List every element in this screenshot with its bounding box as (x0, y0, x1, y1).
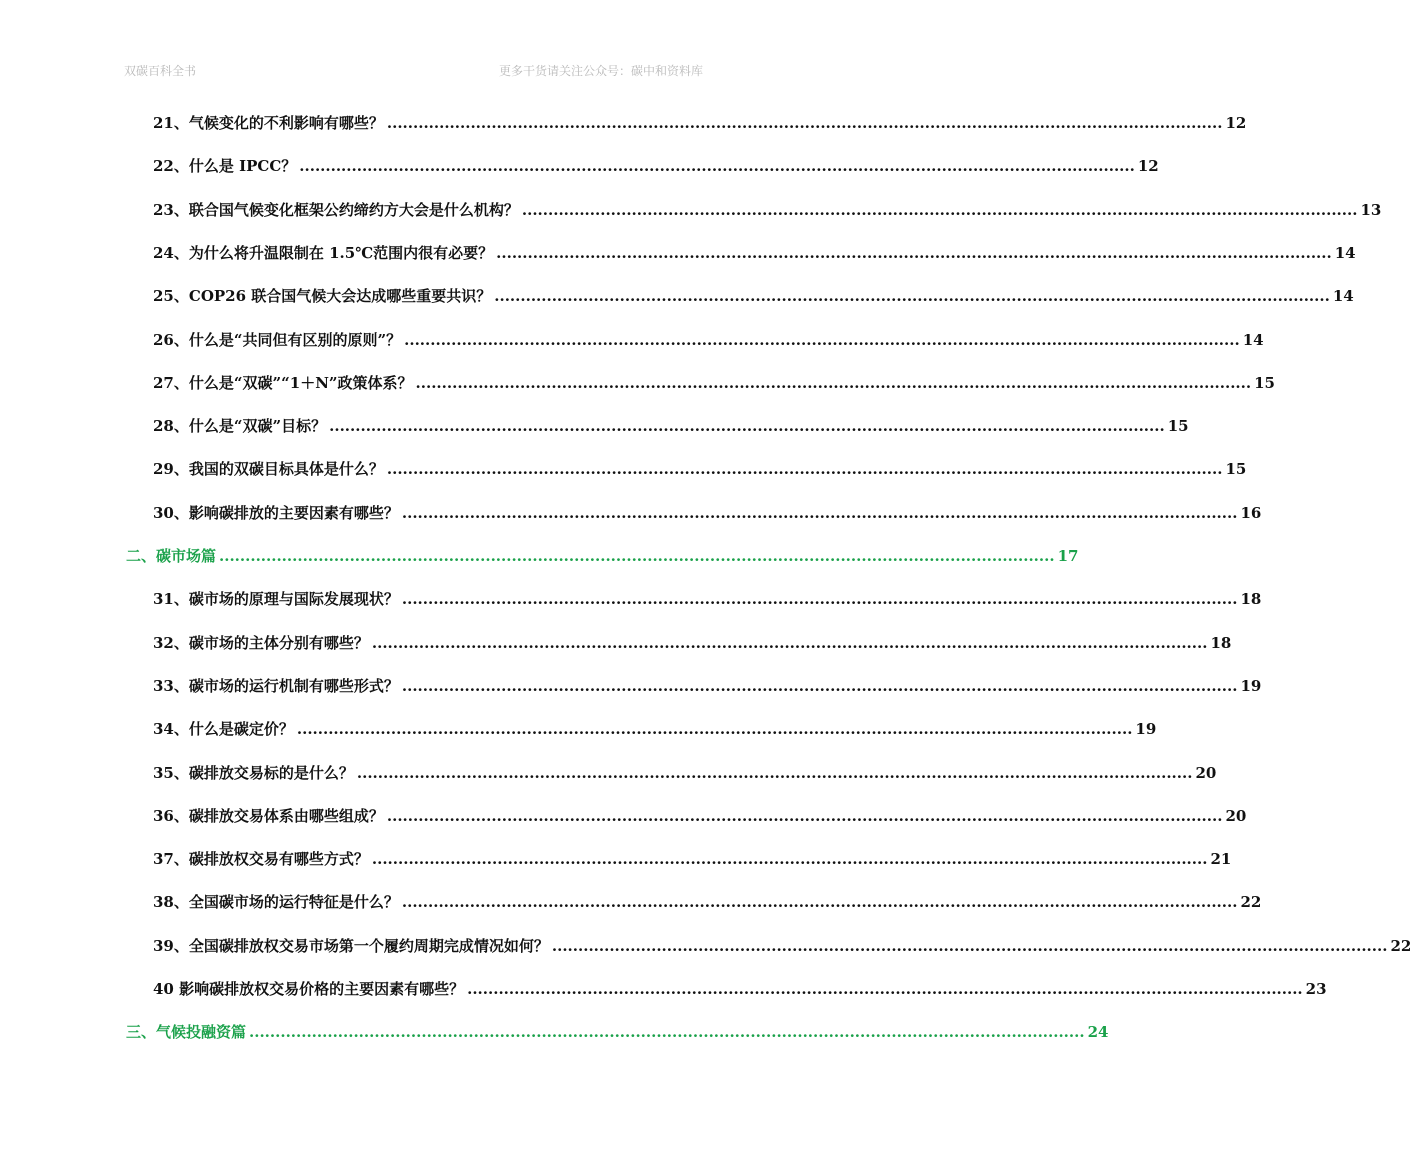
header-right-text: 更多干货请关注公众号：碳中和资料库 (498, 64, 703, 78)
toc-entry-row[interactable] (0, 109, 1247, 137)
toc-dot-leader: ................................................................................................................................................................ (371, 633, 1208, 652)
toc-entry-row[interactable] (0, 499, 1262, 527)
toc-page-number: 22 (1240, 893, 1262, 912)
toc-entry-row[interactable] (0, 845, 1232, 873)
toc-entry-row[interactable] (0, 932, 1411, 960)
toc-entry-title: 24、为什么将升温限制在 1.5℃范围内很有必要？ (153, 243, 494, 262)
toc-entry-title: 34、什么是碳定价？ (153, 720, 294, 739)
toc-page-number: 15 (1225, 460, 1247, 479)
toc-section-link[interactable] (126, 542, 1079, 570)
toc-dot-leader: ................................................................................................................................................................ (219, 547, 1055, 565)
toc-entry-title: 35、碳排放交易标的是什么？ (153, 763, 354, 782)
toc-entry-title: 37、碳排放权交易有哪些方式？ (153, 850, 369, 869)
toc-dot-leader: ................................................................................................................................................................ (496, 243, 1332, 262)
toc-entry-link[interactable] (153, 629, 1232, 657)
toc-dot-leader: ................................................................................................................................................................ (371, 850, 1208, 869)
toc-dot-leader: ................................................................................................................................................................ (386, 460, 1223, 479)
toc-entry-row[interactable] (0, 802, 1247, 830)
toc-entry-row[interactable] (0, 759, 1217, 787)
toc-entry-title: 二、碳市场篇 (126, 547, 217, 565)
toc-entry-link[interactable] (153, 932, 1411, 960)
toc-page-number: 23 (1305, 980, 1327, 998)
toc-page-number: 14 (1332, 287, 1354, 306)
toc-entry-title: 32、碳市场的主体分别有哪些？ (153, 633, 369, 652)
toc-dot-leader: ................................................................................................................................................................ (467, 980, 1303, 998)
toc-entry-row[interactable] (0, 975, 1327, 1003)
toc-entry-link[interactable] (153, 196, 1382, 224)
toc-entry-row[interactable] (0, 888, 1262, 916)
toc-entry-title: 36、碳排放交易体系由哪些组成？ (153, 806, 384, 825)
toc-entry-row[interactable] (0, 152, 1159, 180)
toc-entry-link[interactable] (153, 585, 1262, 613)
toc-page-number: 18 (1210, 633, 1232, 652)
toc-entry-title: 31、碳市场的原理与国际发展现状？ (153, 590, 399, 609)
toc-entry-link[interactable] (153, 239, 1356, 267)
toc-page-number: 14 (1242, 330, 1264, 349)
toc-page-number: 15 (1254, 373, 1275, 392)
toc-entry-title: 23、联合国气候变化框架公约缔约方大会是什么机构？ (153, 200, 519, 219)
toc-section-link[interactable] (126, 1018, 1109, 1046)
toc-entry-link[interactable] (153, 759, 1217, 787)
toc-entry-title: 26、什么是“共同但有区别的原则”？ (153, 330, 402, 349)
toc-dot-leader: ................................................................................................................................................................ (299, 157, 1135, 176)
toc-entry-title: 29、我国的双碳目标具体是什么？ (153, 460, 384, 479)
toc-entry-title: 22、什么是 IPCC？ (153, 157, 297, 176)
toc-page-number: 20 (1195, 763, 1217, 782)
toc-entry-title: 25、COP26 联合国气候大会达成哪些重要共识？ (153, 287, 492, 306)
toc-page-number: 13 (1360, 200, 1382, 219)
toc-entry-link[interactable] (153, 802, 1247, 830)
toc-entry-title: 39、全国碳排放权交易市场第一个履约周期完成情况如何？ (153, 936, 549, 955)
toc-entry-link[interactable] (153, 369, 1275, 397)
toc-page-number: 12 (1137, 157, 1159, 176)
toc-entry-title: 30、影响碳排放的主要因素有哪些？ (153, 503, 399, 522)
toc-entry-title: 40 影响碳排放权交易价格的主要因素有哪些？ (153, 980, 465, 998)
toc-page-number: 21 (1210, 850, 1232, 869)
toc-page-number: 22 (1390, 936, 1411, 955)
toc-entry-link[interactable] (153, 152, 1159, 180)
toc-section-row[interactable] (0, 1018, 1109, 1046)
toc-entry-row[interactable] (0, 585, 1262, 613)
toc-entry-link[interactable] (153, 282, 1354, 310)
toc-entry-row[interactable] (0, 715, 1157, 743)
toc-entry-row[interactable] (0, 196, 1382, 224)
toc-entry-row[interactable] (0, 282, 1354, 310)
toc-entry-row[interactable] (0, 455, 1247, 483)
toc-page-number: 16 (1240, 503, 1262, 522)
toc-dot-leader: ................................................................................................................................................................ (401, 503, 1238, 522)
toc-dot-leader: ................................................................................................................................................................ (386, 114, 1223, 132)
toc-dot-leader: ................................................................................................................................................................ (401, 893, 1238, 912)
toc-entry-row[interactable] (0, 672, 1262, 700)
toc-page-number: 14 (1334, 243, 1356, 262)
toc-dot-leader: ................................................................................................................................................................ (386, 806, 1223, 825)
toc-entry-title: 28、什么是“双碳”目标？ (153, 417, 327, 436)
toc-dot-leader: ................................................................................................................................................................ (401, 590, 1238, 609)
toc-entry-link[interactable] (153, 715, 1157, 743)
toc-page-number: 17 (1057, 547, 1079, 565)
toc-entry-title: 21、气候变化的不利影响有哪些？ (153, 114, 384, 132)
toc-dot-leader: ................................................................................................................................................................ (296, 720, 1133, 739)
toc-dot-leader: ................................................................................................................................................................ (521, 200, 1358, 219)
toc-entry-title: 27、什么是“双碳”“1＋N”政策体系？ (153, 373, 413, 392)
toc-dot-leader: ................................................................................................................................................................ (356, 763, 1193, 782)
toc-page-number: 12 (1225, 114, 1247, 132)
toc-dot-leader: ................................................................................................................................................................ (329, 417, 1165, 436)
toc-entry-row[interactable] (0, 369, 1275, 397)
header-left-text: 双碳百科全书 (124, 64, 197, 78)
toc-entry-link[interactable] (153, 326, 1264, 354)
toc-page-number: 19 (1135, 720, 1157, 739)
toc-entry-link[interactable] (153, 672, 1262, 700)
toc-entry-row[interactable] (0, 412, 1189, 440)
toc-entry-row[interactable] (0, 239, 1356, 267)
toc-section-row[interactable] (0, 542, 1079, 570)
toc-page-number: 18 (1240, 590, 1262, 609)
toc-entry-link[interactable] (153, 499, 1262, 527)
toc-dot-leader: ................................................................................................................................................................ (551, 936, 1388, 955)
toc-entry-link[interactable] (153, 455, 1247, 483)
toc-dot-leader: ................................................................................................................................................................ (404, 330, 1240, 349)
toc-dot-leader: ................................................................................................................................................................ (494, 287, 1330, 306)
toc-entry-title: 33、碳市场的运行机制有哪些形式？ (153, 676, 399, 695)
toc-page-number: 15 (1167, 417, 1189, 436)
toc-page-number: 24 (1087, 1023, 1109, 1042)
toc-dot-leader: ................................................................................................................................................................ (415, 373, 1252, 392)
toc-page-number: 20 (1225, 806, 1247, 825)
toc-entry-title: 38、全国碳市场的运行特征是什么？ (153, 893, 399, 912)
toc-entry-row[interactable] (0, 326, 1264, 354)
toc-entry-link[interactable] (153, 109, 1247, 137)
toc-page-number: 19 (1240, 676, 1262, 695)
toc-dot-leader: ................................................................................................................................................................ (249, 1023, 1085, 1042)
page-header (124, 62, 703, 79)
toc-entry-title: 三、气候投融资篇 (126, 1023, 247, 1042)
toc-entry-link[interactable] (153, 412, 1189, 440)
toc-entry-row[interactable] (0, 629, 1232, 657)
toc-entry-link[interactable] (153, 845, 1232, 873)
toc-entry-link[interactable] (153, 975, 1327, 1003)
toc-dot-leader: ................................................................................................................................................................ (401, 676, 1238, 695)
toc-entry-link[interactable] (153, 888, 1262, 916)
